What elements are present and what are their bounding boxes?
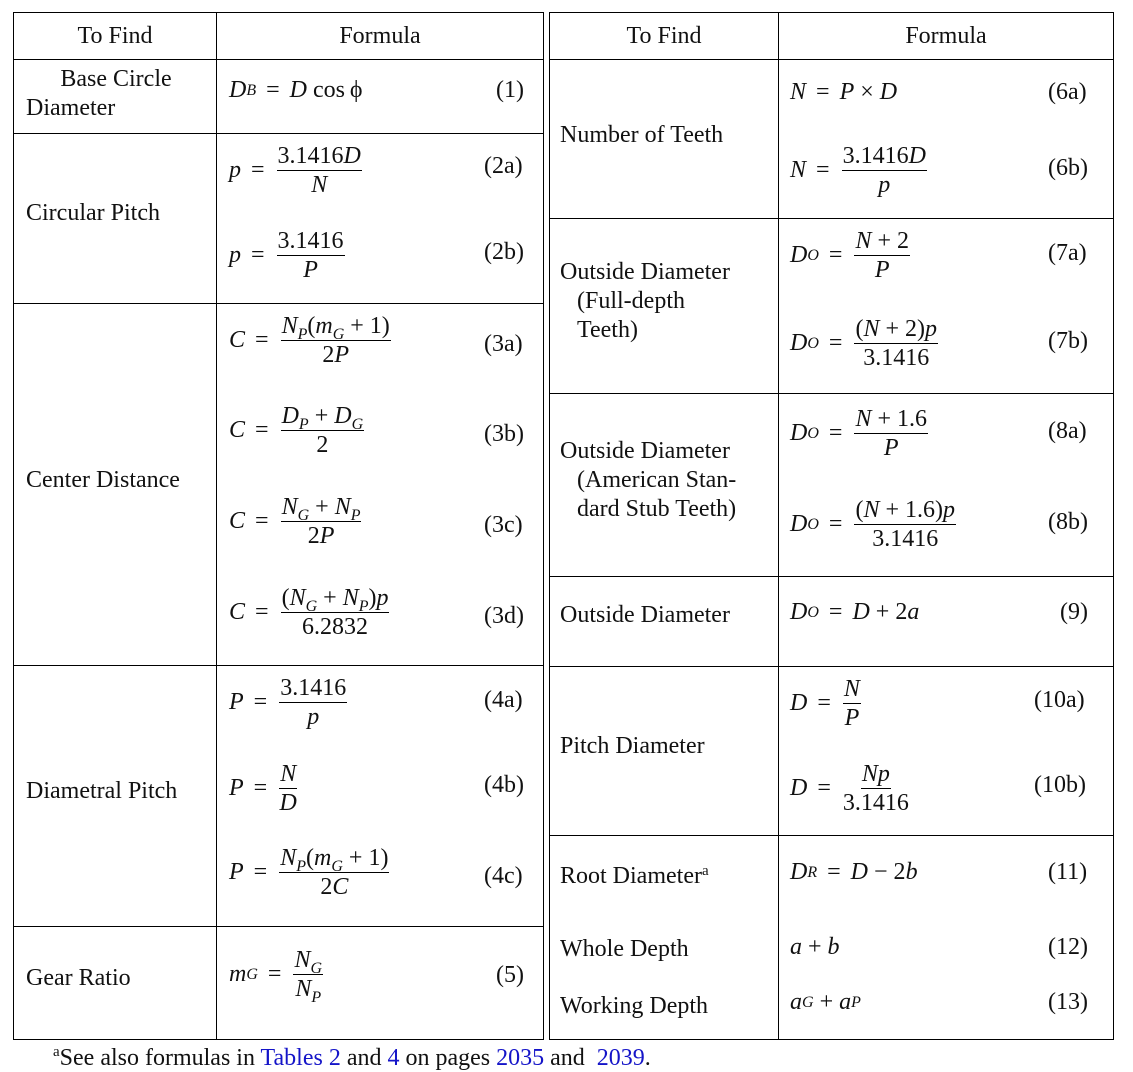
formula-8a: D O = $\frac{N + 1.6}{P}$ [790,406,928,461]
equation-number: (7a) [1048,240,1087,266]
row-divider [14,133,543,134]
equation-number: (4c) [484,863,523,889]
formula-3b: C = $\frac{D_P + D_G}{2}$ [229,403,364,458]
label-circular-pitch: Circular Pitch [26,200,160,226]
formula-6b: N = $\frac{3.1416D}{p}$ [790,143,926,198]
equation-number: (9) [1060,599,1088,625]
equation-number: (3c) [484,512,523,538]
formula-13: a G + a P [790,989,861,1015]
equation-number: (3d) [484,603,524,629]
equation-number: (10b) [1034,772,1086,798]
formula-2b: p = $\frac{3.1416}{P}$ [229,228,344,283]
footnote-text: See also formulas in [59,1045,261,1071]
header-to-find: To Find [77,22,153,49]
formula-2a: p = $\frac{3.1416D}{N}$ [229,143,361,198]
equation-number: (3b) [484,421,524,447]
link-page-2039[interactable]: 2039 [596,1045,645,1071]
equation-number: (6a) [1048,79,1087,105]
label-line: Outside Diameter [560,259,730,285]
header-formula: Formula [905,22,987,49]
formula-1: D B = D cos ϕ [229,77,363,103]
equation-number: (6b) [1048,155,1088,181]
row-divider [550,666,1113,667]
label-line: Outside Diameter [560,438,730,464]
footnote-marker: a [701,863,709,879]
label-base-circle-diameter [26,65,206,123]
formula-8b: D O = $\frac{(N + 1.6)p}{3.1416}$ [790,497,955,552]
link-table-4[interactable]: 4 [387,1045,400,1071]
formula-6a: N = P × D [790,79,898,105]
label-line: Base Circle [60,66,172,92]
label-diametral-pitch: Diametral Pitch [26,778,178,804]
formula-table-left [13,12,544,1040]
label-whole-depth: Whole Depth [560,936,689,962]
header-to-find: To Find [626,22,702,49]
row-divider [14,59,543,60]
row-divider [550,393,1113,394]
label-gear-ratio: Gear Ratio [26,965,131,991]
equation-number: (8a) [1048,418,1087,444]
formula-10b: D = $\frac{Np}{3.1416}$ [790,761,909,816]
label-root-diameter [560,862,709,891]
row-divider [550,59,1113,60]
equation-number: (7b) [1048,328,1088,354]
equation-number: (4a) [484,687,523,713]
header-formula: Formula [339,22,421,49]
footnote-text: and [544,1045,597,1071]
formula-10a: D = $\frac{N}{P}$ [790,676,860,731]
label-outside-diameter-stub [560,437,736,524]
column-divider [778,13,779,1039]
row-divider [14,665,543,666]
equation-number: (10a) [1034,687,1085,713]
formula-3d: C = $\frac{(N_G + N_P)p}{6.2832}$ [229,585,389,640]
equation-number: (12) [1048,934,1088,960]
formula-7b: D O = $\frac{(N + 2)p}{3.1416}$ [790,316,937,371]
formula-3a: C = $\frac{N_P(m_G + 1)}{2P}$ [229,313,390,368]
formula-4b: P = $\frac{N}{D}$ [229,761,297,816]
equation-number: (8b) [1048,509,1088,535]
equation-number: (13) [1048,989,1088,1015]
equation-number: (4b) [484,772,524,798]
label-text: Root Diameter [560,863,702,889]
label-line: (Full-depth [577,288,685,314]
link-page-2035[interactable]: 2035 [496,1045,545,1071]
formula-3c: C = $\frac{N_G + N_P}{2P}$ [229,494,361,549]
equation-number: (11) [1048,859,1088,885]
formula-4c: P = $\frac{N_P(m_G + 1)}{2C}$ [229,845,389,900]
row-divider [14,926,543,927]
formula-12: a + b [790,934,840,960]
label-outside-diameter: Outside Diameter [560,602,730,628]
label-center-distance: Center Distance [26,467,180,493]
equation-number: (5) [496,962,524,988]
footnote-marker: a [53,1044,60,1060]
label-number-of-teeth: Number of Teeth [560,122,724,148]
row-divider [14,303,543,304]
formula-5: m G = $\frac{N_G}{N_P}$ [229,947,323,1006]
formula-table-right [549,12,1114,1040]
label-line: (American Stan- [577,467,737,493]
equation-number: (3a) [484,331,523,357]
footnote-text: on pages [399,1045,497,1071]
label-outside-diameter-full-depth [560,258,730,345]
row-divider [550,835,1113,836]
formula-11: D R = D − 2 b [790,859,918,885]
formula-4a: P = $\frac{3.1416}{p}$ [229,675,347,730]
footnote-text: and [340,1045,388,1071]
column-divider [216,13,217,1039]
label-line: Teeth) [577,317,638,343]
label-line: dard Stub Teeth) [577,496,737,522]
row-divider [550,576,1113,577]
footnote [53,1045,651,1072]
formula-7a: D O = $\frac{N + 2}{P}$ [790,228,910,283]
equation-number: (2b) [484,239,524,265]
label-working-depth: Working Depth [560,993,709,1019]
equation-number: (2a) [484,153,523,179]
formula-9: D O = D + 2 a [790,599,920,625]
link-tables-2[interactable]: Tables 2 [260,1045,341,1071]
footnote-text: . [644,1045,651,1071]
row-divider [550,218,1113,219]
equation-number: (1) [496,77,524,103]
label-pitch-diameter: Pitch Diameter [560,733,705,759]
label-line: Diameter [26,95,116,121]
